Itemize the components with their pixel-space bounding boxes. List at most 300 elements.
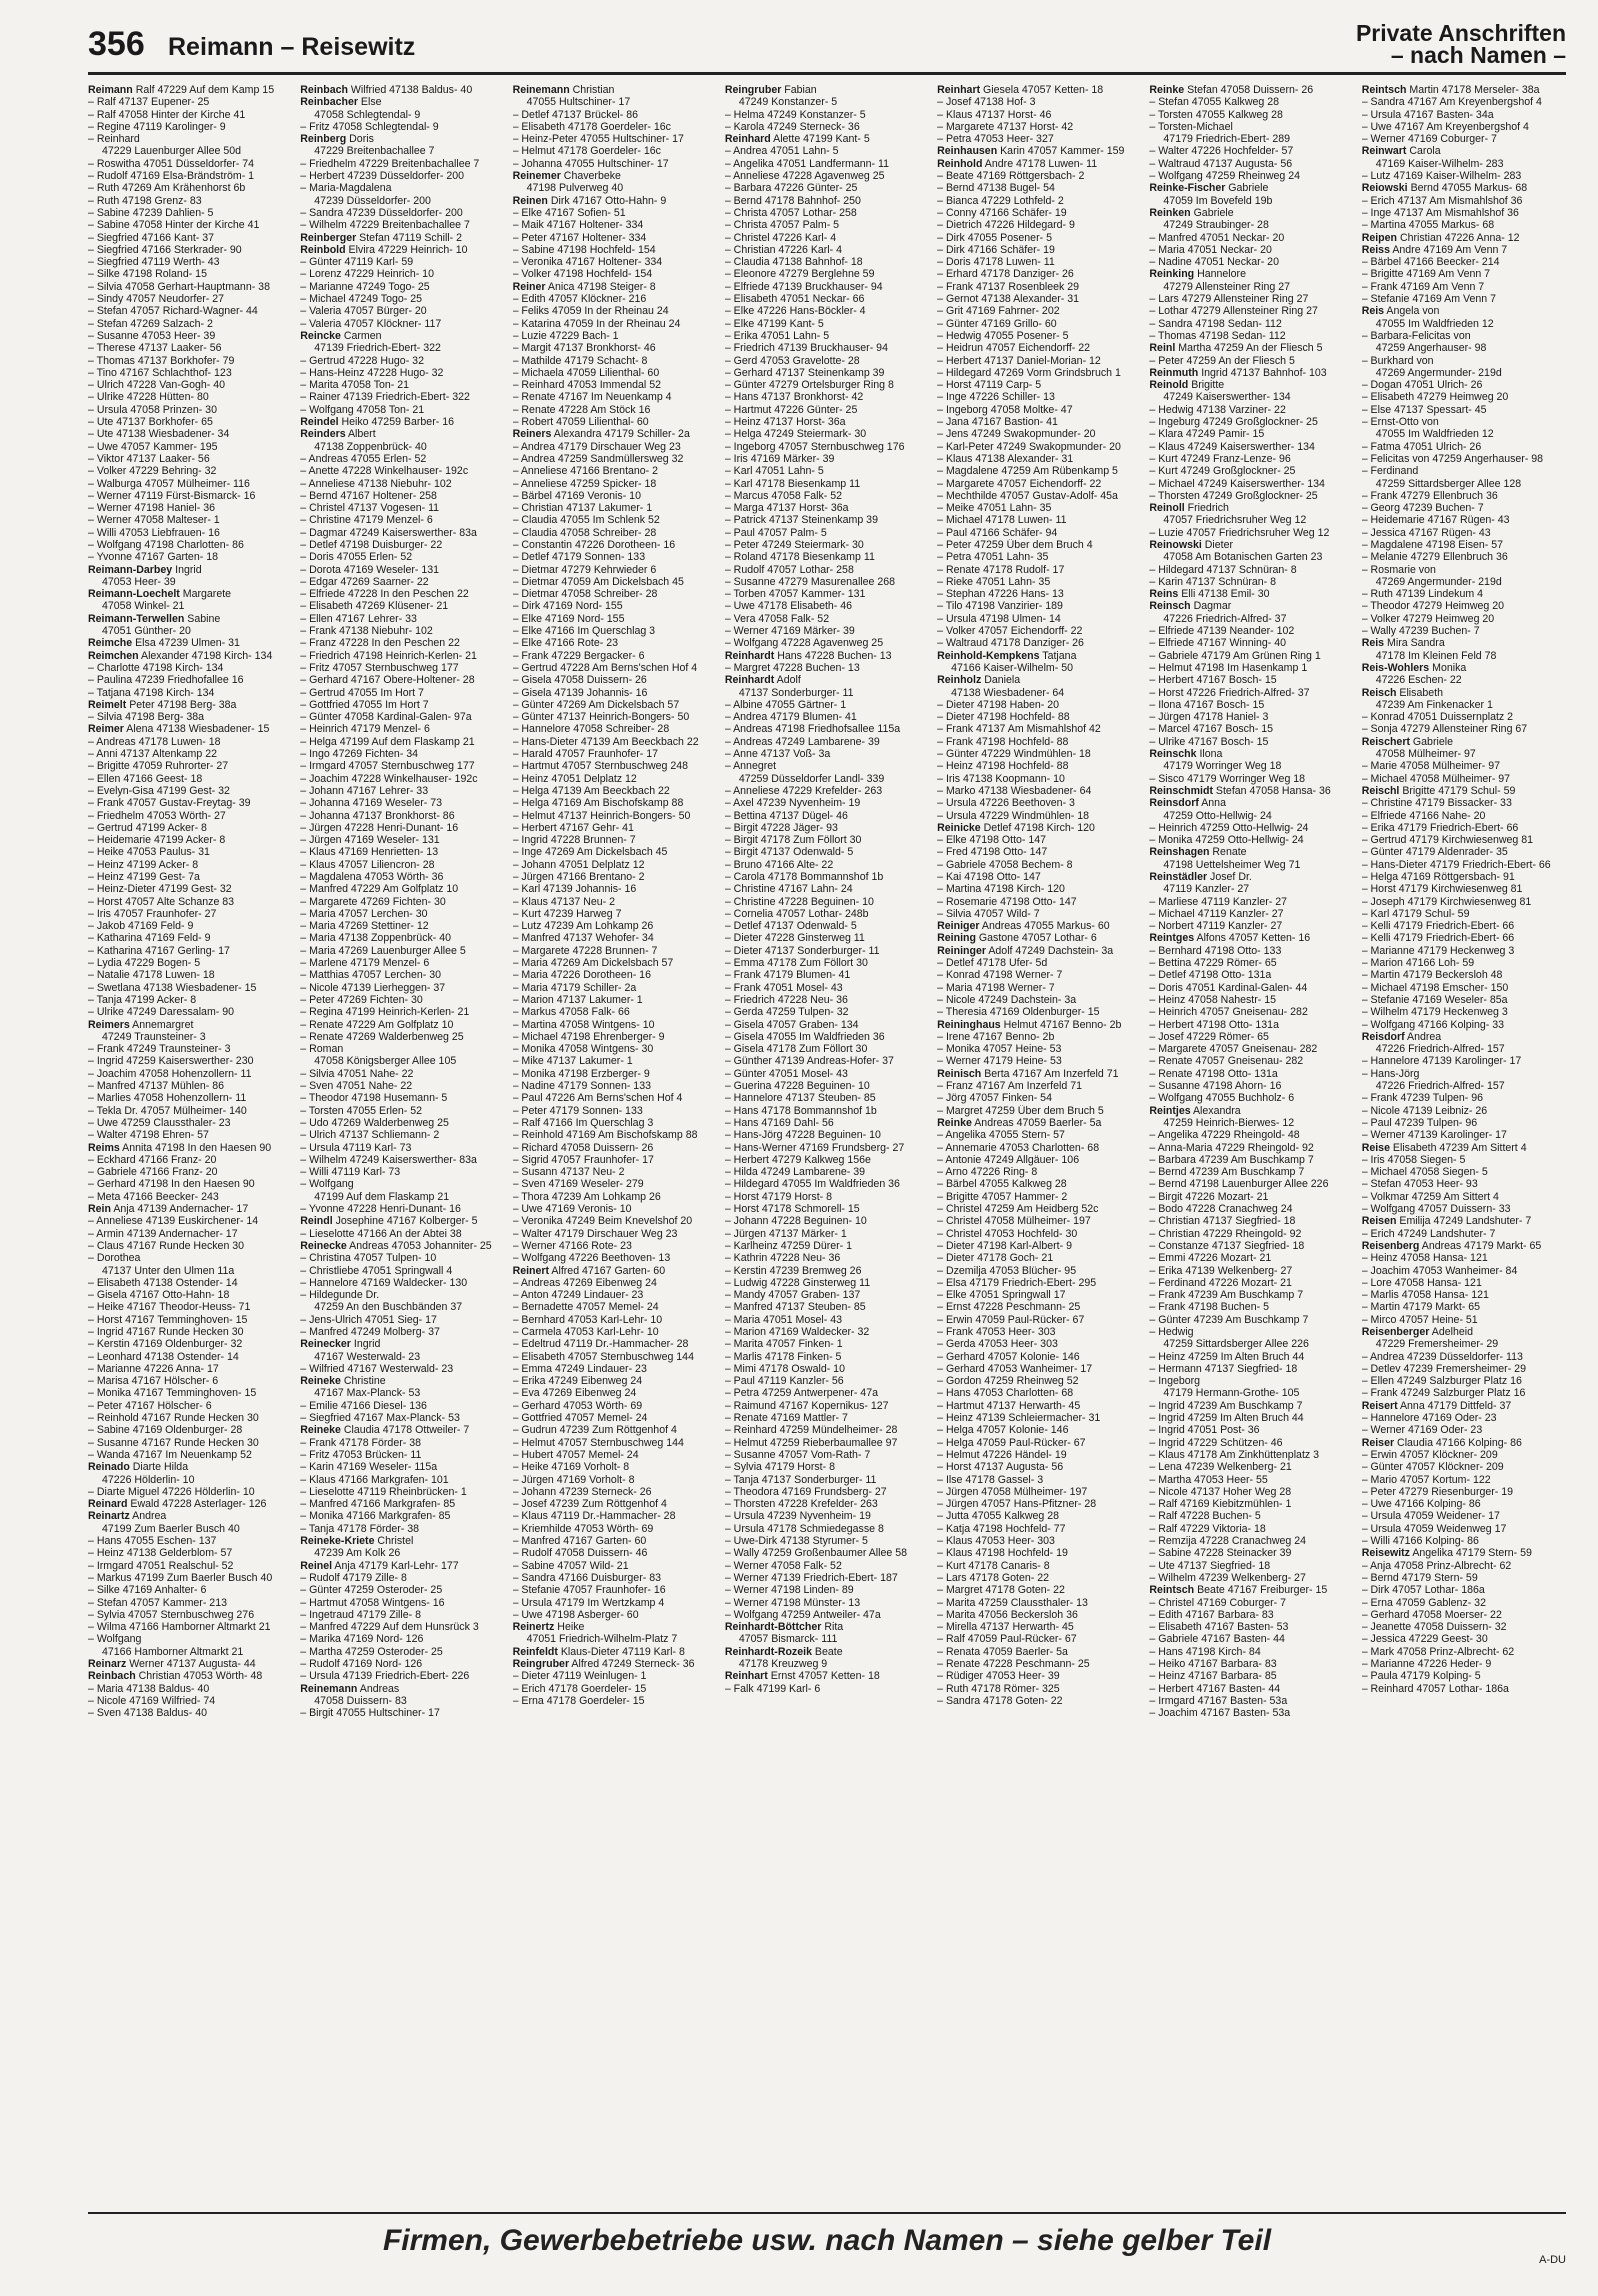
directory-entry: – Remzija 47228 Cranachweg 24 (1149, 1535, 1307, 1548)
directory-entry: – Wolfgang 47058 Ton- 21 (300, 403, 425, 416)
directory-entry: – Rudolf 47169 Nord- 126 (300, 1658, 423, 1670)
directory-entry: – Marie 47058 Mülheimer- 97 (1361, 760, 1501, 773)
footer-code: A-DU (1539, 2254, 1566, 2266)
directory-entry: 47055 Hultschiner- 17 (526, 96, 631, 109)
directory-entry: – Ursula 47139 Friedrich-Ebert- 226 (300, 1670, 470, 1683)
directory-entry: – Günter 47137 Heinrich-Bongers- 50 (512, 711, 690, 724)
directory-entry: – Gertrud 47228 Am Berns'schen Hof 4 (512, 661, 698, 674)
directory-entry: – Dieter 47198 Haben- 20 (937, 698, 1060, 711)
directory-entry: – Frank 47137 Rosenbleek 29 (937, 280, 1080, 293)
directory-entry: – Ursula 47119 Karl- 73 (300, 1141, 412, 1154)
directory-entry: – Elfriede 47167 Winning- 40 (1149, 637, 1287, 650)
directory-entry: – Ute 47137 Borkhofer- 65 (88, 416, 213, 429)
directory-entry: – Peter 47279 Riesenburger- 19 (1361, 1485, 1514, 1498)
footer-note: Firmen, Gewerbebetriebe usw. nach Namen – siehe gelber Teil (382, 2224, 1272, 2257)
directory-entry: – Marlene 47179 Menzel- 6 (300, 957, 430, 970)
directory-entry: – Manfred 47229 Am Golfplatz 10 (300, 883, 459, 896)
directory-entry: – Manfred 47249 Molberg- 37 (300, 1325, 440, 1338)
directory-entry: 47249 Kaiserswerther- 134 (1163, 391, 1291, 404)
directory-entry: – Elisabeth 47057 Sternbuschweg 144 (512, 1350, 694, 1363)
directory-entry: – Werner 47179 Heine- 53 (937, 1055, 1062, 1068)
directory-entry: – Walter 47198 Ehren- 57 (88, 1129, 209, 1142)
directory-entry: – Heidemarie 47167 Rügen- 43 (1361, 514, 1510, 527)
directory-entry: – Sven 47169 Weseler- 279 (512, 1178, 644, 1191)
directory-entry: – Frank 47249 Salzburger Platz 16 (1361, 1387, 1526, 1400)
directory-entry: – Ingrid 47259 Im Alten Bruch 44 (1149, 1412, 1304, 1425)
directory-entry: – Hans 47169 Dahl- 56 (724, 1116, 834, 1129)
directory-entry: – Birgit 47178 Zum Föllort 30 (724, 834, 862, 847)
directory-entry: – Jutta 47055 Kalkweg 28 (937, 1510, 1060, 1523)
directory-entry: Reinhart Ernst 47057 Ketten- 18 (724, 1670, 880, 1683)
directory-entry: – Claudia 47138 Bahnhof- 18 (724, 256, 863, 269)
directory-entry: – Sabine 47169 Oldenburger- 28 (88, 1424, 243, 1437)
directory-entry: – Elke 47167 Sofien- 51 (512, 206, 626, 219)
directory-entry: – Heinrich 47259 Otto-Hellwig- 24 (1149, 821, 1309, 834)
directory-entry: – Heinz 47199 Gest- 7a (88, 871, 200, 883)
directory-entry: – Melanie 47279 Ellenbruch 36 (1361, 551, 1508, 564)
directory-entry: – Marita 47056 Beckersloh 36 (937, 1608, 1078, 1621)
directory-entry: – Marlies 47058 Hohenzollern- 11 (88, 1092, 247, 1105)
directory-entry: – Hannelore 47058 Schreiber- 28 (512, 723, 670, 736)
directory-entry: – Johanna 47055 Hultschiner- 17 (512, 157, 669, 170)
directory-entry: – Maria 47198 Werner- 7 (937, 981, 1055, 994)
directory-entry: – Eleonore 47279 Berglehne 59 (724, 268, 875, 281)
directory-entry: – Ralf 47228 Buchen- 5 (1149, 1510, 1261, 1523)
directory-entry: – Günter 47119 Karl- 59 (300, 256, 414, 269)
directory-entry: – Andrea 47179 Dirschauer Weg 23 (512, 440, 681, 453)
directory-entry: – Rosemarie 47198 Otto- 147 (937, 895, 1077, 908)
directory-entry: – Monika 47057 Heine- 53 (937, 1043, 1062, 1056)
directory-entry: – Anneliese 47229 Krefelder- 263 (724, 784, 883, 797)
directory-entry: – Friedhelm 47229 Breitenbachallee 7 (300, 157, 480, 170)
directory-entry: – Reinhard 47057 Lothar- 186a (1361, 1682, 1509, 1695)
directory-entry: – Diarte Miguel 47226 Hölderlin- 10 (88, 1485, 255, 1498)
directory-entry: – Heidemarie 47199 Acker- 8 (88, 834, 226, 847)
directory-entry: – Wilfried 47167 Westerwald- 23 (300, 1362, 454, 1375)
directory-entry: – Heidrun 47057 Eichendorff- 22 (937, 342, 1091, 355)
directory-entry: Reischert Gabriele (1361, 735, 1453, 748)
directory-entry: – Elke 47199 Kant- 5 (724, 317, 824, 330)
directory-entry: – Bärbel 47055 Kalkweg 28 (937, 1178, 1067, 1191)
directory-entry: – Günter 47179 Aldenrader- 35 (1361, 846, 1508, 859)
directory-entry: – Dietmar 47279 Kehrwieder 6 (512, 563, 657, 576)
directory-entry: – Sandra 47167 Am Kreyenbergshof 4 (1361, 96, 1542, 109)
directory-entry: – Margit 47137 Bronkhorst- 46 (512, 342, 656, 355)
directory-entry: – Gerda 47259 Tulpen- 32 (724, 1006, 849, 1019)
directory-entry: – Magdalena 47053 Wörth- 36 (300, 871, 444, 883)
directory-entry: Reimann Ralf 47229 Auf dem Kamp 15 (88, 84, 275, 96)
directory-entry: – Dorothea (88, 1252, 141, 1265)
directory-entry: – Heinz 47138 Gelderblom- 57 (88, 1547, 233, 1560)
directory-entry: – Angelika 47055 Stern- 57 (937, 1129, 1065, 1142)
directory-entry: – Mirco 47057 Heine- 51 (1361, 1313, 1478, 1326)
directory-entry: – Ralf 47229 Viktoria- 18 (1149, 1522, 1266, 1535)
directory-entry: – Ralf 47169 Kiebitzmühlen- 1 (1149, 1498, 1292, 1511)
directory-entry: – Patrick 47137 Steinenkamp 39 (724, 514, 878, 527)
directory-entry: – Irene 47167 Benno- 2b (937, 1030, 1055, 1043)
directory-entry: Reinshagen Renate (1149, 846, 1247, 859)
directory-entry: – Ruth 47198 Grenz- 83 (88, 194, 202, 207)
directory-entry: – Uwe 47166 Kolping- 86 (1361, 1498, 1481, 1511)
directory-entry: – Susanne 47198 Ahorn- 16 (1149, 1080, 1282, 1093)
directory-entry: – Ferdinand (1361, 465, 1419, 478)
directory-entry: – Ralf 47166 Im Querschlag 3 (512, 1116, 654, 1129)
directory-entry: Reinen Dirk 47167 Otto-Hahn- 9 (512, 194, 667, 207)
directory-entry: – Eckhard 47166 Franz- 20 (88, 1153, 217, 1166)
directory-entry: – Martha 47259 Osteroder- 25 (300, 1645, 443, 1658)
directory-entry: Reinecker Ingrid (300, 1338, 381, 1351)
directory-entry: – Willi 47053 Liebfrauen- 16 (88, 526, 220, 539)
directory-entry: Reischl Brigitte 47179 Schul- 59 (1361, 784, 1516, 797)
directory-entry: – Helga 47057 Kolonie- 146 (937, 1424, 1069, 1437)
directory-entry: – Peter 47259 Über dem Bruch 4 (937, 538, 1093, 551)
directory-entry: – Bernd 47239 Am Buschkamp 7 (1149, 1166, 1305, 1179)
directory-entry: – Barbara 47226 Günter- 25 (724, 182, 858, 195)
directory-entry: – Erika 47139 Welkenberg- 27 (1149, 1264, 1293, 1277)
directory-entry: – Dieter 47198 Karl-Albert- 9 (937, 1239, 1072, 1252)
directory-entry: – Nicole 47137 Hoher Weg 28 (1149, 1485, 1292, 1498)
directory-entry: – Natalie 47178 Luwen- 18 (88, 969, 215, 982)
directory-entry: – Elfriede 47139 Bruckhauser- 94 (724, 280, 883, 293)
directory-entry: – Heinz 47139 Schleiermacher- 31 (937, 1412, 1101, 1425)
directory-entry: – Detlef 47198 Duisburger- 22 (300, 538, 443, 551)
directory-entry: – Erhard 47178 Danziger- 26 (937, 268, 1074, 281)
directory-entry: – Ruth 47178 Römer- 325 (937, 1682, 1060, 1695)
directory-entry: – Horst 47226 Friedrich-Alfred- 37 (1149, 686, 1310, 699)
directory-entry: Reinbacher Else (300, 96, 382, 109)
directory-entry: – Heinz-Peter 47055 Hultschiner- 17 (512, 133, 684, 146)
directory-entry: – Hartmut 47226 Günter- 25 (724, 403, 858, 416)
directory-entry: – Helma 47249 Konstanzer- 5 (724, 108, 866, 121)
directory-entry: Reis Angela von (1361, 305, 1440, 318)
directory-entry: 47239 Düsseldorfer- 200 (314, 194, 431, 207)
directory-entry: – Bruno 47166 Alte- 22 (724, 858, 834, 871)
directory-entry: – Christa 47057 Lothar- 258 (724, 206, 857, 219)
directory-entry: – Mechthilde 47057 Gustav-Adolf- 45a (937, 489, 1118, 502)
directory-entry: – Detlef 47178 Ufer- 5d (937, 957, 1048, 970)
directory-entry: – Harald 47057 Fraunhofer- 17 (512, 748, 659, 761)
directory-entry: Reinhausen Karin 47057 Kammer- 159 (937, 145, 1125, 158)
directory-entry: – Silvia 47057 Wild- 7 (937, 907, 1040, 920)
directory-entry: Reins Elli 47138 Emil- 30 (1149, 588, 1270, 601)
directory-entry: – Detlef 47198 Otto- 131a (1149, 969, 1272, 982)
directory-entry: – Frank 47137 Am Mismahlshof 42 (937, 723, 1101, 736)
directory-entry: – Angelika 47051 Landfermann- 11 (724, 157, 889, 170)
directory-entry: – Grit 47169 Fahrner- 202 (937, 305, 1060, 318)
directory-entry: – Andrea 47239 Düsseldorfer- 113 (1361, 1350, 1523, 1363)
directory-entry: – Rudolf 47179 Zille- 8 (300, 1571, 407, 1584)
directory-entry: – Wilhelm 47249 Kaiserswerther- 83a (300, 1153, 477, 1166)
directory-entry: – Kelli 47179 Friedrich-Ebert- 66 (1361, 932, 1515, 945)
directory-entry: – Heike 47169 Vorholt- 8 (512, 1461, 630, 1474)
directory-entry: – Heinz 47058 Hansa- 121 (1361, 1252, 1488, 1265)
directory-entry: – Renate 47198 Otto- 131a (1149, 1067, 1278, 1080)
directory-entry: – Lorenz 47229 Heinrich- 10 (300, 268, 434, 281)
directory-entry: – Willi 47119 Karl- 73 (300, 1166, 401, 1179)
directory-entry: – Martin 47179 Markt- 65 (1361, 1301, 1481, 1314)
directory-entry: – Ursula 47059 Weidenweg 17 (1361, 1522, 1507, 1535)
directory-column-1 (88, 84, 292, 2194)
directory-entry: – Michael 47198 Emscher- 150 (1361, 981, 1509, 994)
directory-entry: 47249 Traunsteiner- 3 (102, 1030, 206, 1043)
directory-entry: Reinecke Andreas 47053 Johanniter- 25 (300, 1239, 492, 1252)
directory-entry: – Manfred 47137 Mühlen- 86 (88, 1080, 225, 1093)
directory-entry: – Erwin 47059 Paul-Rücker- 67 (937, 1313, 1085, 1326)
directory-entry: – Gerhard 47198 In den Haesen 90 (88, 1178, 255, 1191)
directory-entry: – Gordon 47259 Rheinweg 52 (937, 1375, 1079, 1388)
directory-entry: – Edith 47057 Klöckner- 216 (512, 293, 647, 306)
directory-entry: – Arno 47226 Ring- 8 (937, 1166, 1038, 1179)
directory-entry: – Jürgen 47137 Märker- 1 (724, 1227, 847, 1240)
directory-entry: – Bernd 47138 Bugel- 54 (937, 182, 1055, 195)
directory-entry: – Peter 47249 Steiermark- 30 (724, 538, 864, 551)
directory-entry: – Ralf 47058 Hinter der Kirche 41 (88, 108, 246, 121)
directory-entry: – Monika 47166 Markgrafen- 85 (300, 1510, 451, 1523)
directory-entry: – Peter 47179 Sonnen- 133 (512, 1104, 643, 1117)
directory-entry: – Wolfgang 47198 Charlotten- 86 (88, 538, 244, 551)
directory-entry: – Wilhelm 47239 Welkenberg- 27 (1149, 1571, 1306, 1584)
directory-entry: – Anneliese 47138 Niebuhr- 102 (300, 477, 452, 490)
directory-entry: – Volker 47198 Hochfeld- 154 (512, 268, 653, 281)
directory-entry: – Inge 47226 Schiller- 13 (937, 391, 1055, 404)
directory-entry: – Ursula 47198 Ulmen- 14 (937, 612, 1061, 625)
directory-entry: 47058 Duissern- 83 (314, 1694, 407, 1707)
directory-entry: 47198 Uettelsheimer Weg 71 (1163, 858, 1301, 871)
directory-entry: Reinking Hannelore (1149, 268, 1246, 281)
directory-entry: – Susanne 47167 Runde Hecken 30 (88, 1436, 259, 1449)
directory-entry: – Marko 47138 Wiesbadener- 64 (937, 784, 1092, 797)
directory-entry: – Thora 47239 Am Lohkamp 26 (512, 1190, 661, 1203)
directory-entry: Reinbold Elvira 47229 Heinrich- 10 (300, 243, 468, 256)
directory-entry: – Renate 47228 Peschmann- 25 (937, 1658, 1090, 1670)
directory-entry: – Frank 47198 Buchen- 5 (1149, 1301, 1269, 1314)
directory-entry: – Kathrin 47228 Neu- 36 (724, 1252, 841, 1265)
directory-entry: – Marion 47137 Lakumer- 1 (512, 993, 643, 1006)
directory-entry: Reinhardt Adolf (724, 674, 801, 687)
directory-entry: – Irmgard 47057 Sternbuschweg 177 (300, 760, 475, 773)
directory-entry: – Günter 47169 Grillo- 60 (937, 317, 1057, 330)
directory-entry: – Ludwig 47228 Ginsterweg 11 (724, 1276, 871, 1289)
directory-entry: – Hans-Jörg 47228 Beguinen- 10 (724, 1129, 881, 1142)
section-title-line2: – nach Namen – (1390, 42, 1566, 68)
directory-entry: – Dirk 47166 Schäfer- 19 (937, 243, 1055, 256)
directory-entry: – Heike 47167 Theodor-Heuss- 71 (88, 1301, 251, 1314)
directory-entry: Reinertz Heike (512, 1621, 585, 1634)
directory-entry: – Tanja 47178 Förder- 38 (300, 1522, 420, 1535)
directory-entry: – Josef 47239 Zum Röttgenhof 4 (512, 1498, 667, 1511)
directory-entry: – Silvia 47058 Gerhart-Hauptmann- 38 (88, 280, 270, 293)
directory-entry: – Hannelore 47139 Karolinger- 17 (1361, 1055, 1522, 1068)
directory-entry: – Andreas 47198 Friedhofsallee 115a (724, 723, 901, 736)
directory-entry: – Herbert 47167 Basten- 44 (1149, 1682, 1281, 1695)
directory-entry: – Magdalene 47259 Am Rübenkamp 5 (937, 465, 1118, 478)
directory-entry: – Bernhard 47198 Otto- 133 (1149, 944, 1282, 957)
directory-entry: – Walburga 47057 Mülheimer- 116 (88, 477, 250, 490)
directory-entry: – Jens 47249 Swakopmunder- 20 (937, 428, 1096, 441)
directory-entry: – Helga 47059 Paul-Rücker- 67 (937, 1436, 1086, 1449)
directory-entry: – Ursula 47059 Weidener- 17 (1361, 1510, 1500, 1523)
directory-entry: – Gerhard 47053 Wanheimer- 17 (937, 1362, 1093, 1375)
directory-entry: – Michael 47249 Togo- 25 (300, 293, 422, 306)
directory-entry: – Markus 47199 Zum Baerler Busch 40 (88, 1571, 273, 1584)
directory-entry: – Elisabeth 47269 Klüsener- 21 (300, 600, 449, 613)
directory-entry: – Christine 47167 Lahn- 24 (724, 883, 853, 896)
directory-entry: – Andreas 47178 Luwen- 18 (88, 735, 221, 748)
directory-entry: – Martina 47055 Markus- 68 (1361, 219, 1495, 232)
directory-entry: – Siegfried 47166 Kant- 37 (88, 231, 215, 244)
directory-entry: – Anette 47228 Winkelhauser- 192c (300, 465, 469, 478)
directory-entry: Reisdorf Andrea (1361, 1030, 1442, 1043)
directory-entry: – Hedwig (1149, 1325, 1194, 1338)
directory-entry: Reinholz Daniela (937, 674, 1021, 687)
directory-entry: – Wilma 47166 Hamborner Altmarkt 21 (88, 1621, 271, 1634)
directory-entry: – Ingeborg 47057 Sternbuschweg 176 (724, 440, 905, 453)
directory-entry: – Stefan 47053 Heer- 93 (1361, 1178, 1478, 1191)
directory-column-5 (937, 84, 1141, 2194)
directory-entry: – Dzemilja 47053 Blücher- 95 (937, 1264, 1077, 1277)
directory-entry: 47139 Friedrich-Ebert- 322 (314, 342, 441, 355)
directory-entry: – Uwe-Dirk 47138 Styrumer- 5 (724, 1535, 868, 1548)
directory-entry: Reise Elisabeth 47239 Am Sittert 4 (1361, 1141, 1527, 1154)
directory-entry: – Karl 47178 Biesenkamp 11 (724, 477, 861, 490)
directory-entry: – Margret 47178 Goten- 22 (937, 1584, 1065, 1597)
directory-entry: – Konrad 47198 Werner- 7 (937, 969, 1063, 982)
directory-entry: – Hans-Dieter 47179 Friedrich-Ebert- 66 (1361, 858, 1551, 871)
directory-entry: 47239 Am Kolk 26 (314, 1547, 401, 1560)
directory-entry: – Lothar 47279 Allensteiner Ring 27 (1149, 305, 1318, 318)
directory-entry: – Wilhelm 47179 Heckenweg 3 (1361, 1006, 1508, 1019)
directory-entry: – Margarete 47057 Eichendorff- 22 (937, 477, 1102, 490)
directory-entry: – Ingeborg (1149, 1375, 1201, 1388)
directory-entry: – Susann 47137 Neu- 2 (512, 1166, 625, 1179)
directory-entry: – Kurt 47249 Franz-Lenze- 96 (1149, 452, 1291, 465)
directory-entry: – Heinz 47259 Im Alten Bruch 44 (1149, 1350, 1305, 1363)
directory-entry: – Silvia 47198 Berg- 38a (88, 711, 205, 724)
directory-entry: – Iris 47057 Fraunhofer- 27 (88, 907, 217, 920)
directory-entry: – Gerhard 47167 Obere-Holtener- 28 (300, 674, 475, 687)
directory-entry: – Bernd 47179 Stern- 59 (1361, 1571, 1478, 1584)
directory-entry: – Michael 47119 Kanzler- 27 (1149, 907, 1284, 920)
directory-entry: – Sabine 47058 Hinter der Kirche 41 (88, 219, 260, 232)
directory-entry: – Heiko 47167 Barbara- 83 (1149, 1658, 1277, 1670)
directory-entry: – Marita 47057 Finken- 1 (724, 1338, 843, 1351)
directory-entry: – Sabine 47198 Hochfeld- 154 (512, 243, 656, 256)
directory-entry: – Carmela 47053 Karl-Lehr- 10 (512, 1325, 659, 1338)
directory-entry: – Ute 47137 Siegfried- 18 (1149, 1559, 1271, 1572)
directory-entry: – Dorota 47169 Weseler- 131 (300, 563, 440, 576)
directory-entry: – Marita 47259 Claussthaler- 13 (937, 1596, 1088, 1609)
directory-entry: – Andreas 47249 Lambarene- 39 (724, 735, 880, 748)
directory-entry: – Ulrich 47228 Van-Gogh- 40 (88, 379, 226, 392)
directory-entry: – Constanze 47137 Siegfried- 18 (1149, 1239, 1305, 1252)
directory-entry: – Therese 47137 Laaker- 56 (88, 342, 222, 355)
directory-entry: – Bärbel 47166 Beecker- 214 (1361, 256, 1500, 269)
directory-entry: – Stefanie 47169 Weseler- 85a (1361, 993, 1508, 1006)
directory-entry: – Maria 47179 Schiller- 2a (512, 981, 637, 994)
directory-entry: – Tino 47167 Schlachthof- 123 (88, 366, 232, 379)
directory-entry: – Nadine 47051 Neckar- 20 (1149, 256, 1279, 269)
directory-entry: – Susanne 47057 Vom-Rath- 7 (724, 1448, 871, 1461)
directory-entry: – Helmut 47178 Goerdeler- 16c (512, 145, 661, 158)
directory-entry: – Marika 47169 Nord- 126 (300, 1633, 424, 1646)
directory-entry: – Werner 47058 Malteser- 1 (88, 514, 220, 527)
directory-entry: – Paul 47226 Am Berns'schen Hof 4 (512, 1092, 683, 1105)
directory-entry: – Frank 47053 Heer- 303 (937, 1325, 1056, 1338)
directory-entry: – Maria 47269 Am Dickelsbach 57 (512, 957, 674, 970)
directory-entry: – Marcus 47058 Falk- 52 (724, 489, 843, 502)
directory-entry: – Ursula 47239 Nyvenheim- 19 (724, 1510, 871, 1523)
directory-entry: – Anne 47137 Voß- 3a (724, 748, 831, 761)
directory-entry: – Wally 47239 Buchen- 7 (1361, 625, 1480, 638)
directory-entry: – Jens-Ulrich 47051 Sieg- 17 (300, 1313, 437, 1326)
directory-entry: Reisenberg Andreas 47179 Markt- 65 (1361, 1239, 1542, 1252)
directory-entry: – Gisela 47057 Graben- 134 (724, 1018, 859, 1031)
directory-entry: Reinberg Doris (300, 133, 374, 146)
directory-entry: – Else 47137 Spessart- 45 (1361, 403, 1487, 416)
directory-entry: – Katharina 47169 Feld- 9 (88, 932, 211, 945)
directory-entry: 47053 Heer- 39 (102, 575, 176, 588)
directory-entry: – Sisco 47179 Worringer Weg 18 (1149, 772, 1306, 785)
directory-entry: – Günter 47229 Windmühlen- 18 (937, 748, 1091, 761)
directory-entry: – Reinhard 47053 Immendal 52 (512, 379, 661, 392)
directory-entry: – Ingrid 47051 Post- 36 (1149, 1424, 1260, 1437)
directory-entry: Reimann-Terwellen Sabine (88, 612, 221, 625)
directory-entry: 47178 Im Kleinen Feld 78 (1375, 649, 1497, 662)
directory-entry: – Ernst-Otto von (1361, 416, 1439, 429)
directory-entry: – Klaus 47166 Markgrafen- 101 (300, 1473, 449, 1486)
directory-entry: – Hildegunde Dr. (300, 1289, 380, 1302)
directory-entry: Reinartz Andrea (88, 1510, 167, 1523)
directory-entry: – Jakob 47169 Feld- 9 (88, 920, 194, 933)
directory-entry: – Dieter 47228 Ginsterweg 11 (724, 932, 865, 945)
directory-entry: – Markus 47058 Falk- 66 (512, 1006, 630, 1019)
directory-entry: Reimelt Peter 47198 Berg- 38a (88, 698, 237, 711)
directory-entry: – Mike 47137 Lakumer- 1 (512, 1055, 633, 1068)
directory-entry: – Sigrid 47057 Fraunhofer- 17 (512, 1153, 654, 1166)
directory-entry: – Susanne 47053 Heer- 39 (88, 329, 216, 342)
directory-entry: – Klaus 47057 Liliencron- 28 (300, 858, 435, 871)
directory-entry: – Falk 47199 Karl- 6 (724, 1682, 821, 1695)
directory-entry: Reinicke Detlef 47198 Kirch- 120 (937, 821, 1095, 834)
directory-entry: – Doris 47055 Erlen- 52 (300, 551, 413, 564)
directory-entry: – Torsten 47055 Kalkweg 28 (1149, 108, 1283, 121)
directory-entry: – Johann 47239 Sterneck- 26 (512, 1485, 652, 1498)
directory-entry: – Torsten 47055 Erlen- 52 (300, 1104, 422, 1117)
directory-entry: – Ulrike 47249 Daressalam- 90 (88, 1006, 235, 1019)
name-range: Reimann – Reisewitz (168, 33, 416, 61)
directory-entry: – Michael 47178 Luwen- 11 (937, 514, 1067, 527)
directory-entry: – Bernd 47167 Holtener- 258 (300, 489, 437, 502)
directory-entry: – Mirella 47137 Herwarth- 45 (937, 1621, 1074, 1634)
directory-entry: – Robert 47059 Lilienthal- 60 (512, 416, 649, 429)
directory-entry: – Margarete 47269 Fichten- 30 (300, 895, 446, 908)
directory-entry: – Günter 47058 Kardinal-Galen- 97a (300, 711, 472, 724)
directory-entry: – Günther 47139 Andreas-Hofer- 37 (724, 1055, 894, 1068)
directory-entry: – Christel 47137 Vogesen- 11 (300, 502, 440, 515)
directory-entry: – Joachim 47167 Basten- 53a (1149, 1707, 1291, 1720)
directory-entry: – Gertrud 47055 Im Hort 7 (300, 686, 424, 699)
directory-entry: – Gerhard 47058 Moerser- 22 (1361, 1608, 1502, 1621)
directory-entry: – Andrea 47259 Sandmüllersweg 32 (512, 452, 684, 465)
directory-entry: 47137 Unter den Ulmen 11a (102, 1264, 235, 1277)
directory-entry: – Reinhold 47167 Runde Hecken 30 (88, 1412, 259, 1425)
margin-watermark (18, 1020, 52, 1440)
directory-entry: – Paula 47179 Kolping- 5 (1361, 1670, 1481, 1683)
directory-entry: – Petra 47259 Antwerpener- 47a (724, 1387, 878, 1400)
directory-entry: 47226 Eschen- 22 (1375, 674, 1462, 687)
directory-entry: – Theresia 47169 Oldenburger- 15 (937, 1006, 1100, 1019)
directory-entry: – Roland 47178 Biesenkamp 11 (724, 551, 875, 564)
